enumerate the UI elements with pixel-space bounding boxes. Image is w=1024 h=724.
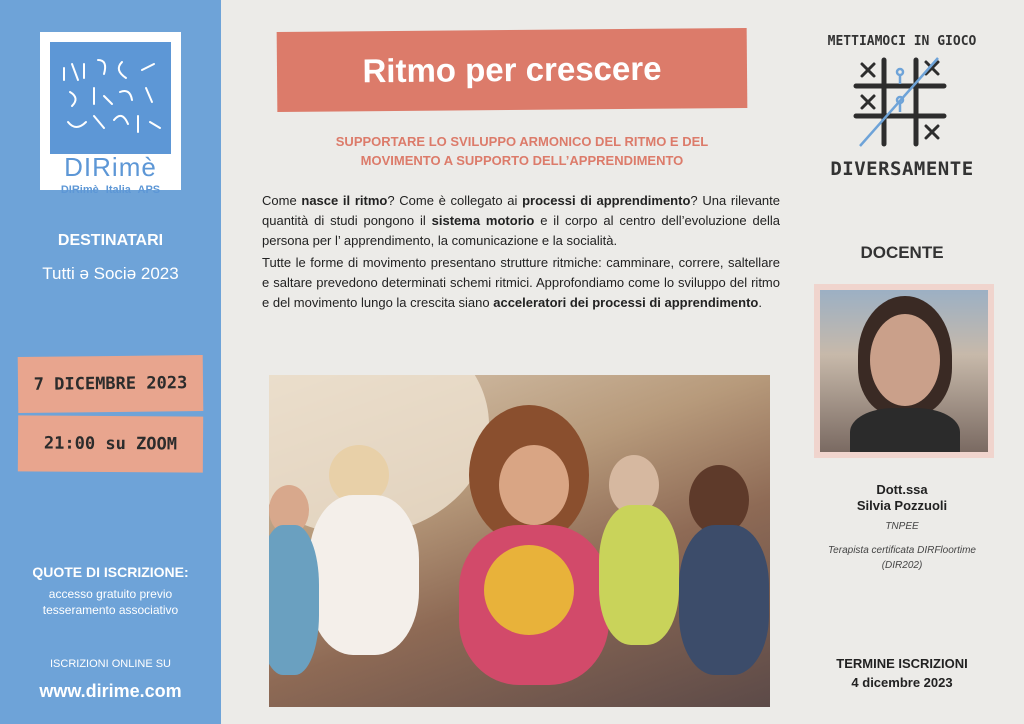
quote-text bbox=[0, 586, 221, 618]
docente-title: DOCENTE bbox=[860, 243, 944, 262]
quote-line-2: tesseramento associativo bbox=[42, 603, 179, 617]
teacher-role: TNPEE bbox=[885, 521, 919, 532]
text-run: ? Una rilevante quantità di studi pongono il bbox=[262, 193, 780, 228]
text-run: Tutte le forme di movimento presentano strutture ritmiche: camminare, correre, saltellare e saltare prevedono determinati schemi ritmici. Approfondiamo come lo sviluppo del ritmo e del movimento lungo la crescita siano bbox=[262, 255, 780, 310]
teacher-title: Dott.ssa bbox=[876, 482, 928, 497]
dirime-logo bbox=[40, 32, 181, 196]
teacher-name bbox=[812, 482, 992, 514]
page-title: Ritmo per crescere bbox=[277, 28, 748, 112]
brand-tagline: METTIAMOCI IN GIOCO bbox=[827, 34, 977, 49]
dirime-logo-subtitle: DIRimè Italia APS bbox=[60, 184, 161, 196]
tic-tac-toe-icon bbox=[850, 54, 950, 150]
description-paragraph-1 bbox=[262, 191, 780, 251]
website-link[interactable]: www.dirime.com bbox=[39, 681, 182, 701]
dancing-children-photo bbox=[269, 375, 770, 707]
teacher-portrait bbox=[814, 284, 994, 458]
teacher-certification bbox=[812, 543, 992, 573]
subtitle-line-2: MOVIMENTO A SUPPORTO DELL’APPRENDIMENTO bbox=[360, 153, 684, 168]
quote-line-1: accesso gratuito previo bbox=[48, 587, 173, 601]
sidebar bbox=[0, 0, 221, 724]
dirime-logo-text: DIRimè bbox=[64, 152, 157, 182]
portrait-image bbox=[820, 290, 988, 452]
quote-title: QUOTE DI ISCRIZIONE: bbox=[32, 564, 189, 580]
brand-name: DIVERSAMENTE bbox=[830, 158, 974, 180]
event-time: 21:00 su ZOOM bbox=[18, 415, 203, 472]
text-run: ? Come è collegato ai bbox=[387, 193, 523, 208]
cert-line-2: (DIR202) bbox=[881, 560, 923, 571]
deadline-title: TERMINE ISCRIZIONI bbox=[836, 656, 968, 671]
online-label: ISCRIZIONI ONLINE SU bbox=[49, 658, 172, 670]
teacher-fullname: Silvia Pozzuoli bbox=[856, 498, 948, 513]
destinatari-value: Tutti ə Sociə 2023 bbox=[42, 264, 179, 283]
text-bold: processi di apprendimento bbox=[522, 193, 691, 208]
subtitle-line-1: SUPPORTARE LO SVILUPPO ARMONICO DEL RITMO E DEL bbox=[335, 134, 709, 149]
text-bold: nasce il ritmo bbox=[301, 193, 388, 208]
description-paragraph-2 bbox=[262, 253, 780, 313]
description bbox=[262, 191, 780, 315]
text-run: e il corpo al centro dell’evoluzione della persona per l’ apprendimento, la comunicazione e la socialità. bbox=[262, 213, 780, 248]
deadline-date: 4 dicembre 2023 bbox=[851, 675, 953, 690]
cert-line-1: Terapista certificata DIRFloortime bbox=[827, 545, 976, 556]
text-bold: acceleratori dei processi di apprendimento bbox=[493, 295, 759, 310]
event-date: 7 DICEMBRE 2023 bbox=[18, 355, 204, 413]
text-bold: sistema motorio bbox=[431, 213, 535, 228]
page-subtitle bbox=[262, 132, 782, 170]
text-run: Come bbox=[262, 193, 302, 208]
dirime-logo-icon bbox=[50, 42, 171, 154]
destinatari-title: DESTINATARI bbox=[57, 232, 164, 249]
text-run: . bbox=[758, 295, 763, 310]
